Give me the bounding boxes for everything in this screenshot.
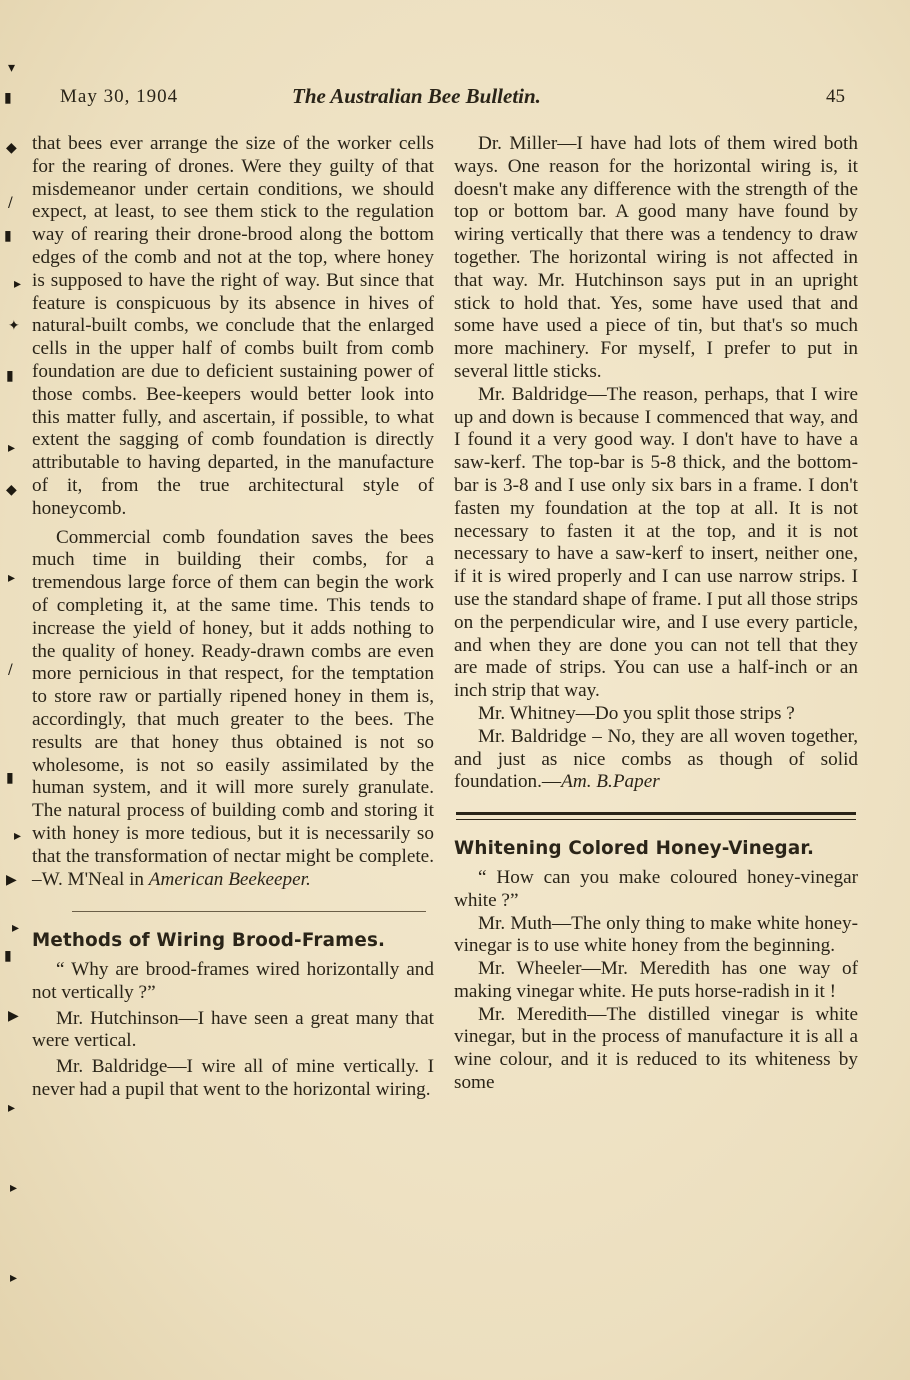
answer-paragraph <box>454 726 858 794</box>
margin-pencil-mark: ▸ <box>8 440 16 456</box>
margin-pencil-mark: ▮ <box>6 770 14 786</box>
paragraph-text: Commercial comb foundation saves the bees much time in building their combs, for a tremendous large force of them can begin the work of completing it, at the same time. This tends to increase the yield of honey, but it adds nothing to the quality of honey. Ready-drawn combs are even more pernicious in that respect, for the temptation to store raw or partially ripened honey in them is, accordingly, that much greater to the bees. The results are that honey thus obtained is not so wholesome, is not so easily assimilated by the human system, and it will more surely granulate. The natural process of building comb and storing it with honey is more tedious, but it is necessarily so that the transformation of nectar might be complete. –W. M'Neal in <box>32 526 434 890</box>
right-column <box>454 133 858 1095</box>
section-divider <box>72 911 426 912</box>
answer-paragraph: Mr. Hutchinson—I have seen a great many that were vertical. <box>32 1007 434 1052</box>
answer-paragraph: Mr. Meredith—The distilled vinegar is white vinegar, but in the process of manufacture it is all a wine colour, and it is reduced to its whiteness by some <box>454 1003 858 1094</box>
page-number: 45 <box>826 86 845 107</box>
publication-title: The Australian Bee Bulletin. <box>292 84 541 108</box>
question-paragraph: “ How can you make coloured honey-vinegar white ?” <box>454 866 858 911</box>
answer-paragraph: Mr. Baldridge—The reason, perhaps, that I wire up and down is because I commenced that way, and I found it a very good way. I don't have to have a saw-kerf. The top-bar is 5-8 thick, and the bottom-bar is 3-8 and I use only six bars in a frame. I don't fasten my foundation at the top at all. It is not necessary to fasten it at the top, and it is not necessary to have a saw-kerf to insert, neither one, if it is wired properly and I can use narrow strips. I use the standard shape of frame. I put all those strips on the perpendicular wire, and I use every particle, and when they are done you can not tell that they are made of strips. You can use a half-inch or an inch strip that way. <box>454 383 858 702</box>
margin-pencil-mark: ▸ <box>8 570 16 586</box>
margin-pencil-mark: ▸ <box>12 920 20 936</box>
margin-pencil-mark: / <box>8 662 13 678</box>
margin-pencil-mark: ✦ <box>8 318 20 334</box>
margin-pencil-mark: ▮ <box>4 948 12 964</box>
article-paragraph <box>32 527 434 892</box>
source-citation: Am. B.Paper <box>561 771 660 793</box>
margin-marks <box>0 0 26 1380</box>
margin-pencil-mark: ▸ <box>10 1180 18 1196</box>
source-citation: American Beekeeper. <box>148 868 311 890</box>
section-heading: Methods of Wiring Brood-Frames. <box>32 930 386 952</box>
question-paragraph: “ Why are brood-frames wired horizontally and not vertically ?” <box>32 959 434 1003</box>
answer-paragraph: Dr. Miller—I have had lots of them wired both ways. One reason for the horizontal wiring is, it doesn't make any difference with the strength of the top or bottom bar. A good many have found by wiring vertically that there was a tendency to draw together. The horizontal wiring is not affected in that way. Mr. Hutchinson says put in an upright stick to hold that. Yes, some have used that and some have used a piece of tin, but that's so much more machinery. For myself, I prefer to put in several little sticks. <box>454 133 858 382</box>
margin-pencil-mark: ▸ <box>8 1100 16 1116</box>
left-column <box>32 133 434 1102</box>
paragraph-text: Mr. Baldridge – No, they are all woven together, and just as nice combs as though of solid foundation.— <box>454 725 858 793</box>
issue-date: May 30, 1904 <box>60 86 179 107</box>
margin-pencil-mark: ▾ <box>8 60 16 76</box>
answer-paragraph: Mr. Wheeler—Mr. Meredith has one way of making vinegar white. He puts horse-radish in it ! <box>454 958 858 1002</box>
margin-pencil-mark: ▶ <box>8 1008 19 1024</box>
margin-pencil-mark: / <box>8 195 13 211</box>
answer-paragraph: Mr. Whitney—Do you split those strips ? <box>478 702 795 724</box>
margin-pencil-mark: ▸ <box>14 276 22 292</box>
page-header <box>60 86 845 116</box>
margin-pencil-mark: ▮ <box>6 368 14 384</box>
margin-pencil-mark: ▸ <box>14 828 22 844</box>
section-heading: Whitening Colored Honey-Vinegar. <box>454 838 815 860</box>
article-paragraph: that bees ever arrange the size of the worker cells for the rearing of drones. Were they guilty of that misdemeanor under certain conditions, we should expect, at least, to see them stick to the regulation way of rearing their drone-brood along the bottom edges of the comb and not at the top, where honey is supposed to have the right of way. But since that feature is conspicuous by its absence in hives of natural-built combs, we conclude that the enlarged cells in the upper half of combs built from comb foundation are due to deficient sustaining power of those combs. Bee-keepers would better look into this matter fully, and ascertain, if possible, to what extent the sagging of comb foundation is directly attributable to having departed, in the manufacture of it, from the true architectural style of honeycomb. <box>32 133 434 519</box>
answer-paragraph: Mr. Baldridge—I wire all of mine vertically. I never had a pupil that went to the horizontal wiring. <box>32 1056 434 1101</box>
margin-pencil-mark: ◆ <box>6 140 17 156</box>
answer-paragraph: Mr. Muth—The only thing to make white honey-vinegar is to use white honey from the beginning. <box>454 912 858 957</box>
section-divider <box>456 812 856 820</box>
margin-pencil-mark: ▮ <box>4 90 12 106</box>
margin-pencil-mark: ◆ <box>6 482 17 498</box>
margin-pencil-mark: ▸ <box>10 1270 18 1286</box>
margin-pencil-mark: ▶ <box>6 872 17 888</box>
margin-pencil-mark: ▮ <box>4 228 12 244</box>
